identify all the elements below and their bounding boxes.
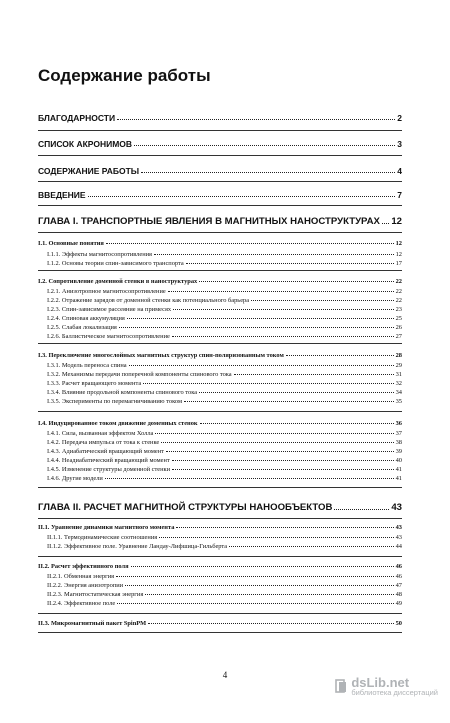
toc-section-label: II.3. Микромагнитный пакет SpinPM xyxy=(38,620,147,627)
toc-subsection-page: 22 xyxy=(395,297,402,304)
dot-leader xyxy=(382,223,389,224)
toc-subsection-label: I.4.4. Неадиабатический вращающий момент xyxy=(47,457,170,464)
chapter-heading-label: ГЛАВА II. РАСЧЕТ МАГНИТНОЙ СТРУКТУРЫ НАНООБЪЕКТОВ xyxy=(38,502,333,513)
dot-leader xyxy=(173,309,394,310)
toc-section[interactable] xyxy=(38,524,402,531)
toc-section-label: II.1. Уравнение динамики магнитного момента xyxy=(38,524,175,531)
dot-leader xyxy=(117,119,395,120)
toc-section-label: I.4. Индуцированное током движение доменных стенок xyxy=(38,420,198,427)
toc-subsection-page: 47 xyxy=(395,582,402,589)
toc-subsection-page: 44 xyxy=(395,543,402,550)
toc-subsection[interactable] xyxy=(38,457,402,464)
toc-subsection-page: 27 xyxy=(395,333,402,340)
section-divider xyxy=(38,155,402,156)
toc-section[interactable] xyxy=(38,240,402,247)
toc-subsection-page: 41 xyxy=(395,475,402,482)
dot-leader xyxy=(199,281,393,282)
toc-subsection-label: I.4.2. Передача импульса от тока к стенке xyxy=(47,439,160,446)
toc-section[interactable] xyxy=(38,620,402,627)
toc-subsection-page: 34 xyxy=(395,389,402,396)
toc-subsection[interactable] xyxy=(38,543,402,550)
section-divider xyxy=(38,205,402,206)
toc-subsection-page: 25 xyxy=(395,315,402,322)
dot-leader xyxy=(199,392,394,393)
toc-subsection-label: II.2.3. Магнитостатическая энергия xyxy=(47,591,144,598)
toc-entry-page: 2 xyxy=(397,113,402,123)
chapter-heading-page: 12 xyxy=(391,216,402,227)
toc-subsection[interactable] xyxy=(38,582,402,589)
toc-subsection-page: 31 xyxy=(395,371,402,378)
toc-subsection-label: I.4.6. Другие модели xyxy=(47,475,103,482)
toc-subsection-page: 37 xyxy=(395,430,402,437)
toc-subsection[interactable] xyxy=(38,315,402,322)
toc-subsection-page: 39 xyxy=(395,448,402,455)
page-number: 4 xyxy=(222,670,228,680)
toc-section-label: I.2. Сопротивление доменной стенки в наноструктурах xyxy=(38,278,198,285)
toc-subsection[interactable] xyxy=(38,591,402,598)
dot-leader xyxy=(105,478,394,479)
toc-subsection-page: 23 xyxy=(395,306,402,313)
toc-section[interactable] xyxy=(38,278,402,285)
chapter-heading-page: 43 xyxy=(391,502,402,513)
section-divider xyxy=(38,232,402,233)
watermark xyxy=(335,676,438,697)
toc-section-label: II.2. Расчет эффективного поля xyxy=(38,563,129,570)
dot-leader xyxy=(172,460,394,461)
toc-subsection[interactable] xyxy=(38,448,402,455)
dot-leader xyxy=(186,263,394,264)
section-divider xyxy=(38,556,402,557)
dot-leader xyxy=(117,603,393,604)
toc-subsection[interactable] xyxy=(38,600,402,607)
dot-leader xyxy=(286,355,394,356)
dot-leader xyxy=(161,442,393,443)
toc-entry-page: 7 xyxy=(397,190,402,200)
dot-leader xyxy=(166,451,394,452)
toc-subsection[interactable] xyxy=(38,430,402,437)
toc-entry-label: ВВЕДЕНИЕ xyxy=(38,190,86,200)
dot-leader xyxy=(106,243,394,244)
toc-section[interactable] xyxy=(38,420,402,427)
dot-leader xyxy=(129,365,394,366)
toc-subsection-page: 29 xyxy=(395,362,402,369)
dot-leader xyxy=(127,318,394,319)
dot-leader xyxy=(172,336,394,337)
dot-leader xyxy=(229,546,394,547)
toc-subsection-label: I.3.5. Эксперименты по перемагничиванию током xyxy=(47,398,182,405)
toc-subsection-page: 22 xyxy=(395,288,402,295)
toc-subsection-label: I.4.1. Сила, вызванная эффектом Холла xyxy=(47,430,154,437)
toc-section-label: I.3. Переключение многослойных магнитных структур спин-поляризованным током xyxy=(38,352,284,359)
toc-subsection-page: 32 xyxy=(395,380,402,387)
toc-subsection[interactable] xyxy=(38,251,402,258)
dot-leader xyxy=(145,594,393,595)
section-divider xyxy=(38,518,402,519)
toc-subsection-label: I.4.5. Изменение структуры доменной стенки xyxy=(47,466,171,473)
dot-leader xyxy=(143,383,393,384)
watermark-tagline: библиотека диссертаций xyxy=(351,688,438,697)
toc-section-page: 22 xyxy=(395,278,402,285)
toc-subsection-page: 12 xyxy=(395,251,402,258)
toc-subsection-page: 35 xyxy=(395,398,402,405)
toc-subsection[interactable] xyxy=(38,534,402,541)
toc-subsection[interactable] xyxy=(38,466,402,473)
toc-subsection[interactable] xyxy=(38,362,402,369)
chapter-heading-label: ГЛАВА I. ТРАНСПОРТНЫЕ ЯВЛЕНИЯ В МАГНИТНЫХ НАНОСТРУКТУРАХ xyxy=(38,216,380,227)
toc-section-label: I.1. Основные понятия xyxy=(38,240,104,247)
toc-subsection-label: II.1.2. Эффективное поле. Уравнение Ландау-Лифшица-Гильберта xyxy=(47,543,228,550)
toc-section[interactable] xyxy=(38,563,402,570)
toc-subsection[interactable] xyxy=(38,380,402,387)
dot-leader xyxy=(116,576,393,577)
toc-subsection-label: I.2.6. Баллистическое магнитосопротивление xyxy=(47,333,170,340)
toc-entry[interactable] xyxy=(38,166,402,176)
dot-leader xyxy=(159,537,393,538)
toc-subsection-label: I.2.2. Отражение зарядов от доменной стенки как потенциального барьера xyxy=(47,297,250,304)
dot-leader xyxy=(334,509,389,510)
section-divider xyxy=(38,130,402,131)
dot-leader xyxy=(200,423,394,424)
toc-subsection-page: 43 xyxy=(395,534,402,541)
toc-subsection-page: 17 xyxy=(395,260,402,267)
toc-subsection-page: 49 xyxy=(395,600,402,607)
book-icon xyxy=(335,679,347,693)
toc-section-page: 43 xyxy=(395,524,402,531)
dot-leader xyxy=(88,196,396,197)
dot-leader xyxy=(251,300,394,301)
dot-leader xyxy=(172,469,394,470)
toc-subsection-label: I.3.4. Влияние продольной компоненты спинового тока xyxy=(47,389,198,396)
toc-subsection[interactable] xyxy=(38,333,402,340)
toc-subsection[interactable] xyxy=(38,306,402,313)
toc-entry-page: 3 xyxy=(397,139,402,149)
toc-subsection[interactable] xyxy=(38,260,402,267)
toc-subsection-page: 41 xyxy=(395,466,402,473)
toc-subsection-label: I.1.2. Основы теории спин-зависимого транспорта xyxy=(47,260,184,267)
toc-subsection-label: I.3.2. Механизмы передачи поперечной компоненты спинового тока xyxy=(47,371,232,378)
toc-entry-page: 4 xyxy=(397,166,402,176)
dot-leader xyxy=(234,374,394,375)
toc-entry[interactable] xyxy=(38,190,402,200)
toc-entry[interactable] xyxy=(38,113,402,123)
toc-subsection-page: 26 xyxy=(395,324,402,331)
toc-subsection-label: II.1.1. Термодинамические соотношения xyxy=(47,534,158,541)
dot-leader xyxy=(155,433,393,434)
toc-section-page: 50 xyxy=(395,620,402,627)
page-title: Содержание работы xyxy=(38,66,211,85)
dot-leader xyxy=(119,327,394,328)
toc-subsection-page: 40 xyxy=(395,457,402,464)
toc-subsection-page: 38 xyxy=(395,439,402,446)
toc-subsection-page: 46 xyxy=(395,573,402,580)
toc-entry-label: БЛАГОДАРНОСТИ xyxy=(38,113,116,123)
toc-subsection-label: I.4.3. Адиабатический вращающий момент xyxy=(47,448,164,455)
dot-leader xyxy=(141,172,395,173)
watermark-brand: dsLib.net xyxy=(351,675,410,690)
toc-subsection-label: I.2.4. Спиновая аккумуляция xyxy=(47,315,125,322)
dot-leader xyxy=(131,566,394,567)
chapter-heading[interactable] xyxy=(38,216,402,227)
toc-subsection[interactable] xyxy=(38,439,402,446)
dot-leader xyxy=(134,145,395,146)
toc-subsection[interactable] xyxy=(38,398,402,405)
toc-section-page: 28 xyxy=(395,352,402,359)
dot-leader xyxy=(168,291,394,292)
section-divider xyxy=(38,270,402,271)
dot-leader xyxy=(148,623,393,624)
dot-leader xyxy=(176,527,393,528)
section-divider xyxy=(38,411,402,412)
dot-leader xyxy=(125,585,394,586)
toc-section[interactable] xyxy=(38,352,402,359)
toc-subsection-label: I.3.3. Расчет вращающего момента xyxy=(47,380,142,387)
toc-subsection-label: I.3.1. Модель переноса спина xyxy=(47,362,127,369)
toc-entry[interactable] xyxy=(38,139,402,149)
toc-subsection-label: I.2.1. Анизотропное магнитосопротивление xyxy=(47,288,166,295)
section-divider xyxy=(38,487,402,488)
section-divider xyxy=(38,613,402,614)
toc-subsection[interactable] xyxy=(38,288,402,295)
toc-section-page: 12 xyxy=(395,240,402,247)
toc-subsection-page: 48 xyxy=(395,591,402,598)
toc-subsection-label: I.1.1. Эффекты магнитосопротивления xyxy=(47,251,152,258)
toc-subsection-label: I.2.5. Слабая локализация xyxy=(47,324,117,331)
section-divider xyxy=(38,181,402,182)
toc-subsection[interactable] xyxy=(38,371,402,378)
toc-section-page: 36 xyxy=(395,420,402,427)
toc-subsection[interactable] xyxy=(38,389,402,396)
toc-subsection-label: II.2.4. Эффективное поле xyxy=(47,600,116,607)
dot-leader xyxy=(184,401,394,402)
toc-subsection-label: II.2.1. Обменная энергия xyxy=(47,573,115,580)
toc-entry-label: СПИСОК АКРОНИМОВ xyxy=(38,139,133,149)
dot-leader xyxy=(154,254,394,255)
toc-subsection[interactable] xyxy=(38,324,402,331)
toc-section-page: 46 xyxy=(395,563,402,570)
section-divider xyxy=(38,632,402,633)
toc-subsection-label: I.2.3. Спин-зависимое рассеяние на примесях xyxy=(47,306,172,313)
section-divider xyxy=(38,343,402,344)
toc-subsection[interactable] xyxy=(38,297,402,304)
toc-subsection-label: II.2.2. Энергия анизотропии xyxy=(47,582,124,589)
toc-subsection[interactable] xyxy=(38,475,402,482)
chapter-heading[interactable] xyxy=(38,502,402,513)
toc-entry-label: СОДЕРЖАНИЕ РАБОТЫ xyxy=(38,166,140,176)
toc-subsection[interactable] xyxy=(38,573,402,580)
